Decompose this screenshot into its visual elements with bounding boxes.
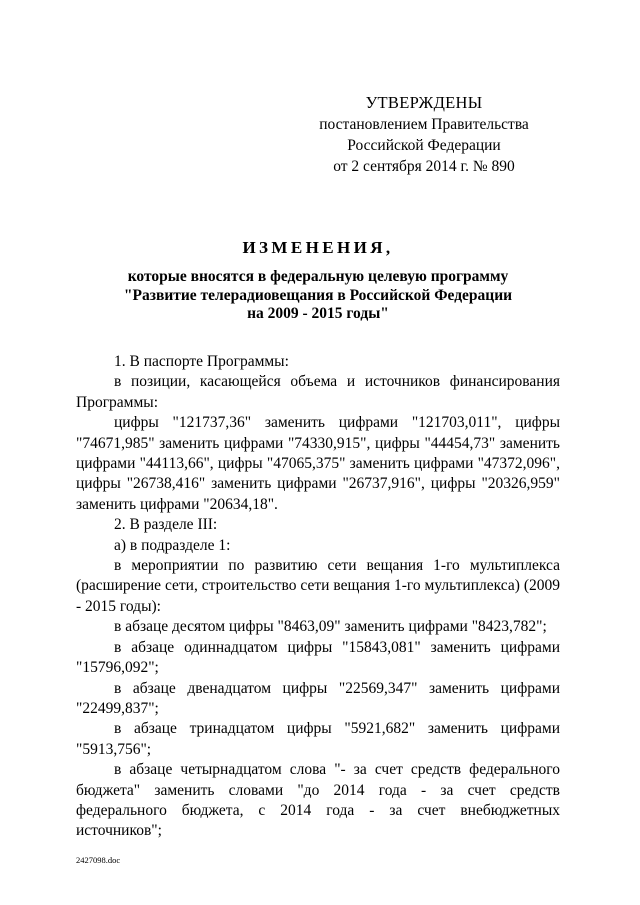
paragraph-subsection-1: а) в подразделе 1: (114, 536, 231, 554)
approval-line-1: постановлением Правительства (319, 116, 529, 133)
title-main: ИЗМЕНЕНИЯ, (242, 238, 394, 257)
approval-line-3: от 2 сентября 2014 г. № 890 (333, 158, 515, 175)
paragraph-section-3: 2. В разделе III: (114, 516, 218, 534)
document-body (76, 352, 560, 842)
paragraph-abzac-10: в абзаце десятом цифры "8463,09" заменить цифрами "8423,782"; (114, 618, 547, 636)
paragraph-abzac-11: в абзаце одиннадцатом цифры "15843,081" заменить цифрами "15796,092"; (76, 638, 560, 677)
paragraph-abzac-14: в абзаце четырнадцатом слова "- за счет средств федерального бюджета" заменить словами "до 2014 года - за счет средств федерального бюджета, с 2014 года - за счет внебюджетных источников"; (76, 761, 560, 840)
paragraph-abzac-12: в абзаце двенадцатом цифры "22569,347" заменить цифрами "22499,837"; (76, 679, 560, 717)
title-line-3: на 2009 - 2015 годы" (247, 305, 389, 322)
paragraph-multiplex-measure: в мероприятии по развитию сети вещания 1-го мультиплекса (расширение сети, строительство сети вещания 1-го мультиплекса) (2009 - 2015 годы): (76, 557, 560, 615)
paragraph-funding-position: в позиции, касающейся объема и источников финансирования Программы: (76, 373, 560, 411)
document-title (40, 236, 596, 324)
approval-heading: УТВЕРЖДЕНЫ (365, 93, 483, 112)
paragraph-abzac-13: в абзаце тринадцатом цифры "5921,682" заменить цифрами "5913,756"; (76, 720, 560, 758)
title-line-1: которые вносятся в федеральную целевую программу (127, 268, 509, 285)
paragraph-passport: 1. В паспорте Программы: (114, 353, 289, 370)
title-line-2: "Развитие телерадиовещания в Российской Федерации (123, 286, 513, 304)
approval-block (300, 92, 548, 177)
approval-line-2: Российской Федерации (347, 137, 501, 154)
footer-doc-id: 2427098.doc (76, 855, 121, 865)
paragraph-figures: цифры "121737,36" заменить цифрами "121703,011", цифры "74671,985" заменить цифрами "74330,915", цифры "44454,73" заменить цифрами "44113,66", цифры "47065,375" заменить цифрами "47372,096", цифры "26738,416" заменить цифрами "26737,916", цифры "20326,959" заменить цифрами "20634,18". (76, 414, 560, 513)
